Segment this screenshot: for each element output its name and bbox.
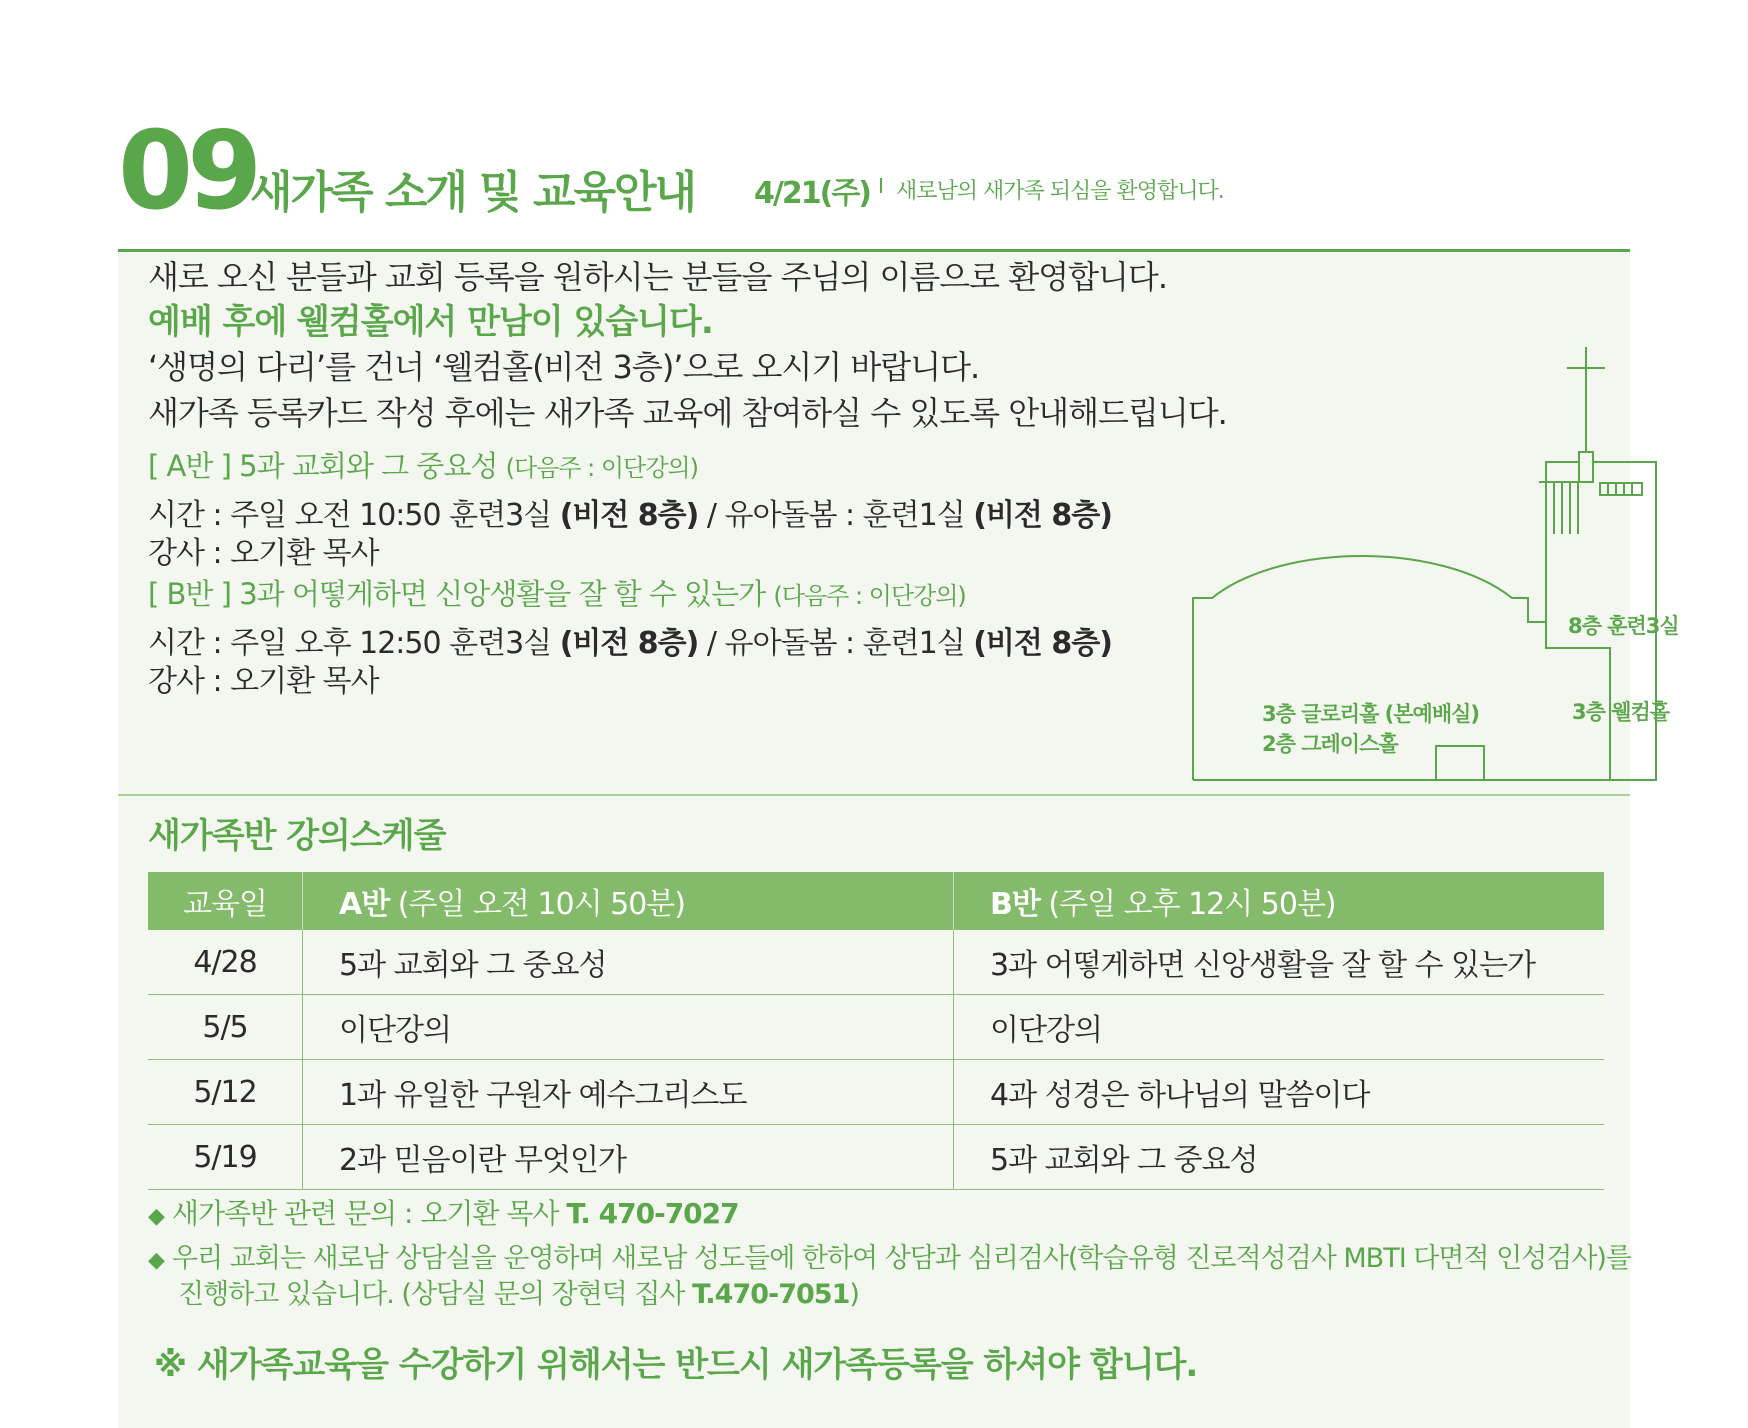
class-a-note: (다음주 : 이단강의) [505, 454, 698, 482]
inquiry-text: 새가족반 관련 문의 : 오기환 목사 [171, 1197, 567, 1230]
table-row [148, 930, 1604, 995]
class-a-heading [148, 444, 698, 485]
schedule-table [148, 872, 1604, 1190]
row-date: 5/5 [148, 995, 303, 1060]
class-b-teacher: 강사 : 오기환 목사 [148, 664, 379, 699]
section-number: 09 [118, 109, 257, 234]
class-b-time-text: 시간 : 주일 오후 12:50 훈련3실 [148, 626, 560, 661]
counseling-note-cont [178, 1272, 859, 1311]
col-date-label: 교육일 [183, 887, 267, 922]
col-b-time: (주일 오후 12시 50분) [1039, 887, 1336, 922]
col-b-header [954, 872, 1605, 930]
inquiry-phone: T. 470-7027 [566, 1197, 739, 1230]
row-class-b: 이단강의 [954, 995, 1605, 1060]
class-a-time-text: 시간 : 주일 오전 10:50 훈련3실 [148, 498, 560, 533]
intro-line-4: 새가족 등록카드 작성 후에는 새가족 교육에 참여하실 수 있도록 안내해드립니다. [148, 394, 1227, 432]
class-a-title: [ A반 ] 5과 교회와 그 중요성 [148, 449, 498, 483]
registration-notice: ※ 새가족교육을 수강하기 위해서는 반드시 새가족등록을 하셔야 합니다. [154, 1345, 1198, 1385]
col-b-label: B반 [990, 887, 1040, 922]
schedule-title: 새가족반 강의스케줄 [148, 816, 446, 856]
table-row [148, 1125, 1604, 1190]
table-row [148, 995, 1604, 1060]
row-class-b: 4과 성경은 하나님의 말씀이다 [954, 1060, 1605, 1125]
row-date: 5/19 [148, 1125, 303, 1190]
counseling-phone: T.470-7051 [692, 1279, 850, 1310]
row-date: 5/12 [148, 1060, 303, 1125]
col-date-header [148, 872, 303, 930]
counseling-close: ) [849, 1279, 859, 1310]
col-a-header [303, 872, 954, 930]
class-b-title: [ B반 ] 3과 어떻게하면 신앙생활을 잘 할 수 있는가 [148, 577, 766, 611]
floor3-welcome-label: 3층 웰컴홀 [1572, 700, 1670, 724]
table-row [148, 1060, 1604, 1125]
class-a-location: (비전 8층) [559, 498, 699, 533]
col-a-time: (주일 오전 10시 50분) [389, 887, 685, 922]
section-subtitle: 새로남의 새가족 되심을 환영합니다. [896, 179, 1224, 204]
col-a-label: A반 [339, 887, 390, 922]
class-a-teacher: 강사 : 오기환 목사 [148, 536, 379, 571]
row-class-a: 이단강의 [303, 995, 954, 1060]
class-b-location: (비전 8층) [559, 626, 699, 661]
class-b-heading [148, 572, 966, 613]
row-class-b: 5과 교회와 그 중요성 [954, 1125, 1605, 1190]
counseling-note [148, 1236, 1631, 1275]
schedule-header-row [148, 872, 1604, 930]
content-panel [118, 252, 1679, 1428]
row-class-a: 5과 교회와 그 중요성 [303, 930, 954, 995]
row-class-a: 1과 유일한 구원자 예수그리스도 [303, 1060, 954, 1125]
diamond-bullet-icon: ◆ [148, 1204, 164, 1229]
class-b-note: (다음주 : 이단강의) [773, 582, 966, 610]
church-building-diagram [1192, 342, 1732, 782]
row-date: 4/28 [148, 930, 303, 995]
inquiry-note [148, 1192, 739, 1232]
class-b-childcare-location: (비전 8층) [973, 626, 1112, 661]
class-a-childcare: / 유아돌봄 : 훈련1실 [698, 498, 974, 533]
row-class-b: 3과 어떻게하면 신앙생활을 잘 할 수 있는가 [954, 930, 1605, 995]
counseling-text-2: 진행하고 있습니다. (상담실 문의 장현덕 집사 [178, 1279, 693, 1310]
intro-line-3: ‘생명의 다리’를 건너 ‘웰컴홀(비전 3층)’으로 오시기 바랍니다. [148, 348, 980, 386]
section-header [118, 109, 1638, 238]
floor3-glory-label: 3층 글로리홀 (본예배실) [1262, 702, 1480, 726]
section-divider [118, 794, 1630, 796]
intro-line-2: 예배 후에 웰컴홀에서 만남이 있습니다. [148, 302, 713, 342]
row-class-a: 2과 믿음이란 무엇인가 [303, 1125, 954, 1190]
section-title: 새가족 소개 및 교육안내 [250, 167, 695, 218]
class-a-childcare-location: (비전 8층) [973, 498, 1112, 533]
floor2-grace-label: 2층 그레이스홀 [1262, 732, 1398, 756]
class-b-childcare: / 유아돌봄 : 훈련1실 [698, 626, 974, 661]
floor8-label: 8층 훈련3실 [1568, 614, 1679, 638]
intro-line-1: 새로 오신 분들과 교회 등록을 원하시는 분들을 주님의 이름으로 환영합니다. [148, 258, 1167, 296]
diamond-bullet-icon: ◆ [148, 1248, 164, 1273]
section-date: 4/21(주) [754, 176, 870, 211]
counseling-text: 우리 교회는 새로남 상담실을 운영하며 새로남 성도들에 한하여 상담과 심리검사(학습유형 진로적성검사 MBTI 다면적 인성검사)를 [171, 1243, 1632, 1274]
title-separator: I [878, 174, 884, 198]
